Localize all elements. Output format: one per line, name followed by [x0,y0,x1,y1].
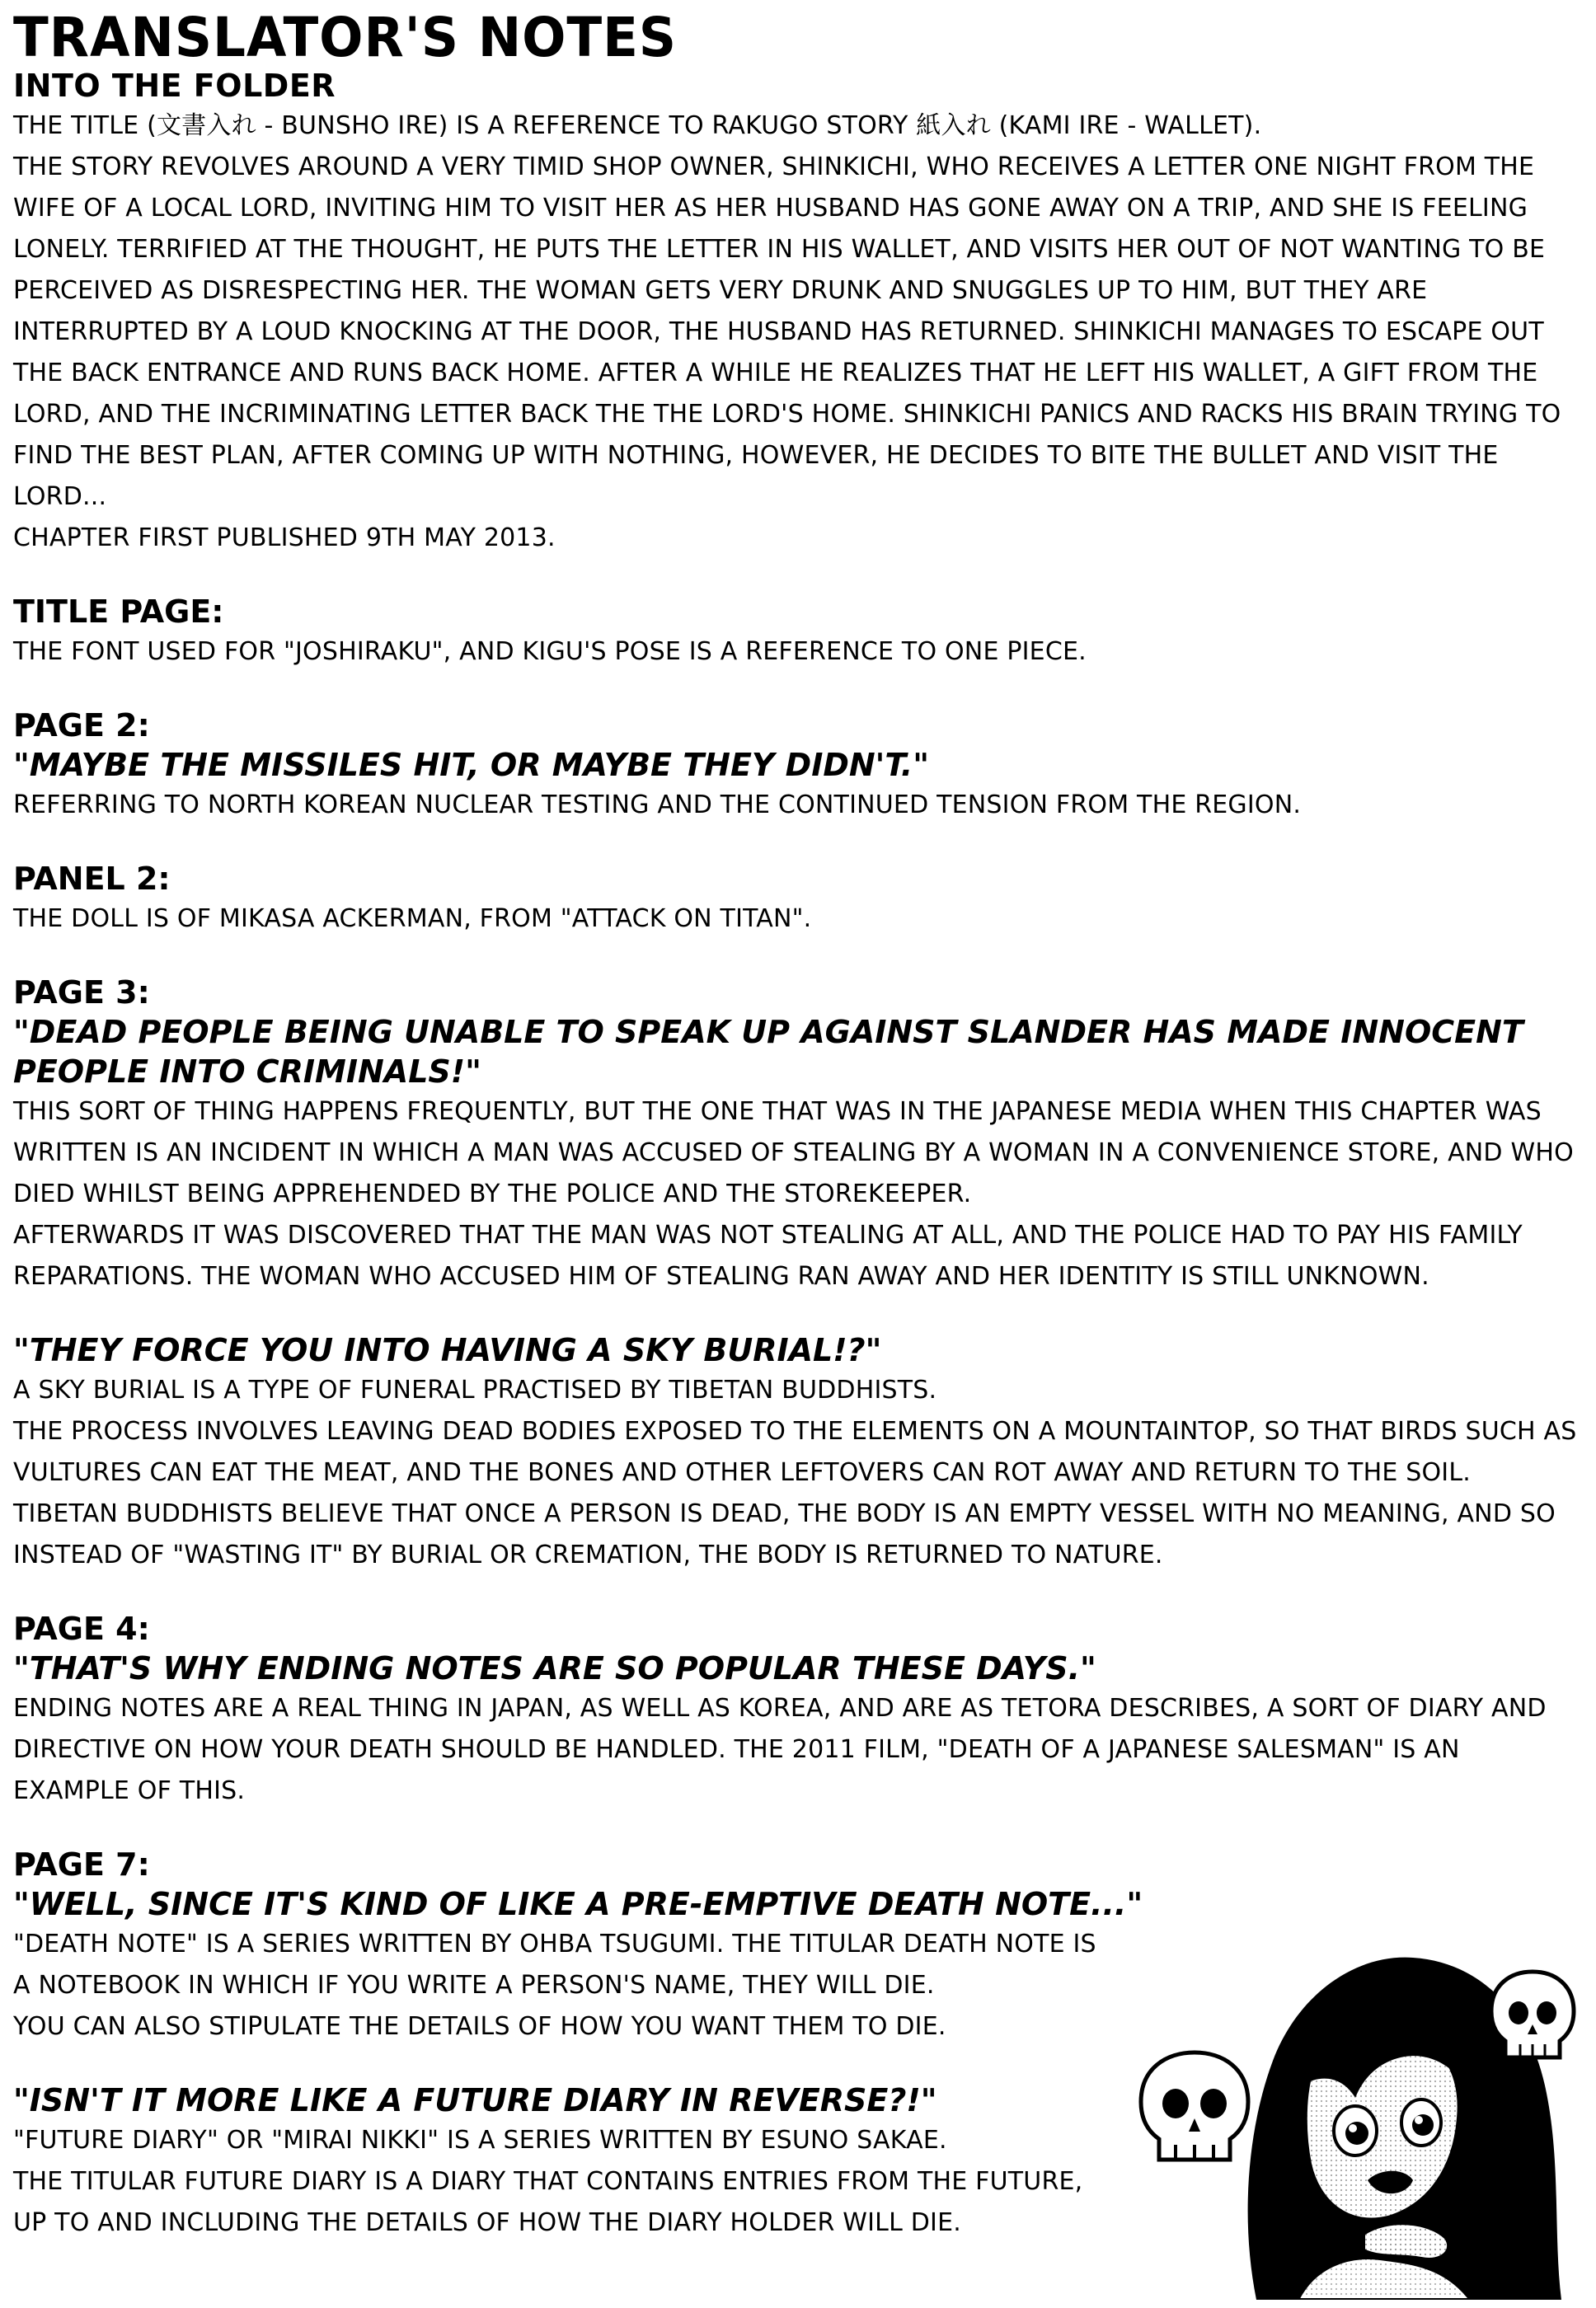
note-text: TIBETAN BUDDHISTS BELIEVE THAT ONCE A PERSON IS DEAD, THE BODY IS AN EMPTY VESSEL WITH NO MEANING, AND SO INSTEAD OF "WASTING IT" BY BURIAL OR CREMATION, THE BODY IS RETURNED TO NATURE. [13,1499,1556,1569]
section-heading: PAGE 2: [13,707,150,744]
section-page-4 [13,1609,1584,1812]
note-text: THIS SORT OF THING HAPPENS FREQUENTLY, BUT THE ONE THAT WAS IN THE JAPANESE MEDIA WHEN THIS CHAPTER WAS WRITTEN IS AN INCIDENT IN WHICH A MAN WAS ACCUSED OF STEALING BY A WOMAN IN A CONVENIENCE STORE, AND WHO DIED WHILST BEING APPREHENDED BY THE POLICE AND THE STOREKEEPER. [13,1097,1574,1208]
note-text: UP TO AND INCLUDING THE DETAILS OF HOW THE DIARY HOLDER WILL DIE. [13,2208,961,2237]
quoted-line: "ISN'T IT MORE LIKE A FUTURE DIARY IN REVERSE?!" [13,2082,937,2118]
note-text: "FUTURE DIARY" OR "MIRAI NIKKI" IS A SERIES WRITTEN BY ESUNO SAKAE. [13,2126,947,2155]
note-text: AFTERWARDS IT WAS DISCOVERED THAT THE MAN WAS NOT STEALING AT ALL, AND THE POLICE HAD TO PAY HIS FAMILY REPARATIONS. THE WOMAN WHO ACCUSED HIM OF STEALING RAN AWAY AND HER IDENTITY IS STILL UNKNOWN. [13,1221,1523,1291]
section-heading: PAGE 7: [13,1846,150,1883]
section-heading: PANEL 2: [13,861,171,897]
note-text: ENDING NOTES ARE A REAL THING IN JAPAN, AS WELL AS KOREA, AND ARE AS TETORA DESCRIBES, A SORT OF DIARY AND DIRECTIVE ON HOW YOUR DEATH SHOULD BE HANDLED. THE 2011 FILM, "DEATH OF A JAPANESE SALESMAN" IS AN EXAMPLE OF THIS. [13,1694,1547,1805]
quoted-line: "THAT'S WHY ENDING NOTES ARE SO POPULAR THESE DAYS." [13,1650,1096,1686]
section-page-3 [13,973,1584,1576]
section-heading: TITLE PAGE: [13,593,224,630]
character-illustration [1116,1921,1578,2300]
note-text: THE DOLL IS OF MIKASA ACKERMAN, FROM "ATTACK ON TITAN". [13,904,812,933]
note-text: "DEATH NOTE" IS A SERIES WRITTEN BY OHBA TSUGUMI. THE TITULAR DEATH NOTE IS [13,1930,1096,1959]
quoted-line: "THEY FORCE YOU INTO HAVING A SKY BURIAL!?" [13,1332,882,1368]
note-text: REFERRING TO NORTH KOREAN NUCLEAR TESTING AND THE CONTINUED TENSION FROM THE REGION. [13,790,1302,819]
note-text: THE TITLE (文書入れ - BUNSHO IRE) IS A REFERENCE TO RAKUGO STORY 紙入れ (KAMI IRE - WALLET). [13,111,1262,140]
notes-content [13,66,1584,2244]
quoted-line: "WELL, SINCE IT'S KIND OF LIKE A PRE-EMPTIVE DEATH NOTE..." [13,1886,1143,1922]
section-heading: PAGE 3: [13,974,150,1011]
quoted-line: "MAYBE THE MISSILES HIT, OR MAYBE THEY DIDN'T." [13,747,930,783]
note-text: A NOTEBOOK IN WHICH IF YOU WRITE A PERSON'S NAME, THEY WILL DIE. [13,1971,935,2000]
note-text: THE STORY REVOLVES AROUND A VERY TIMID SHOP OWNER, SHINKICHI, WHO RECEIVES A LETTER ONE NIGHT FROM THE WIFE OF A LOCAL LORD, INVITING HIM TO VISIT HER AS HER HUSBAND HAS GONE AWAY ON A TRIP, AND SHE IS FEELING LONELY. TERRIFIED AT THE THOUGHT, HE PUTS THE LETTER IN HIS WALLET, AND VISITS HER OUT OF NOT WANTING TO BE PERCEIVED AS DISRESPECTING HER. THE WOMAN GETS VERY DRUNK AND SNUGGLES UP TO HIM, BUT THEY ARE INTERRUPTED BY A LOUD KNOCKING AT THE DOOR, THE HUSBAND HAS RETURNED. SHINKICHI MANAGES TO ESCAPE OUT THE BACK ENTRANCE AND RUNS BACK HOME. AFTER A WHILE HE REALIZES THAT HE LEFT HIS WALLET, A GIFT FROM THE LORD, AND THE INCRIMINATING LETTER BACK THE THE LORD'S HOME. SHINKICHI PANICS AND RACKS HIS BRAIN TRYING TO FIND THE BEST PLAN, AFTER COMING UP WITH NOTHING, HOWEVER, HE DECIDES TO BITE THE BULLET AND VISIT THE LORD... [13,152,1561,511]
note-text: CHAPTER FIRST PUBLISHED 9TH MAY 2013. [13,523,556,552]
note-text: THE FONT USED FOR "JOSHIRAKU", AND KIGU'S POSE IS A REFERENCE TO ONE PIECE. [13,637,1087,666]
skull-icon [1141,2052,1248,2160]
section-panel-2 [13,859,1584,940]
section-heading: PAGE 4: [13,1611,150,1647]
section-title-page [13,592,1584,673]
quoted-line: "DEAD PEOPLE BEING UNABLE TO SPEAK UP AGAINST SLANDER HAS MADE INNOCENT PEOPLE INTO CRIMINALS!" [13,1014,1523,1090]
note-text: THE TITULAR FUTURE DIARY IS A DIARY THAT CONTAINS ENTRIES FROM THE FUTURE, [13,2167,1083,2196]
note-text: YOU CAN ALSO STIPULATE THE DETAILS OF HOW YOU WANT THEM TO DIE. [13,2012,946,2041]
section-into-the-folder [13,66,1584,559]
skull-icon [1491,1972,1574,2057]
section-heading: INTO THE FOLDER [13,68,336,104]
note-text: A SKY BURIAL IS A TYPE OF FUNERAL PRACTISED BY TIBETAN BUDDHISTS. [13,1376,937,1405]
section-page-2 [13,706,1584,826]
page-title: TRANSLATOR'S NOTES [13,6,677,69]
note-text: THE PROCESS INVOLVES LEAVING DEAD BODIES EXPOSED TO THE ELEMENTS ON A MOUNTAINTOP, SO THAT BIRDS SUCH AS VULTURES CAN EAT THE MEAT, AND THE BONES AND OTHER LEFTOVERS CAN ROT AWAY AND RETURN TO THE SOIL. [13,1417,1577,1487]
